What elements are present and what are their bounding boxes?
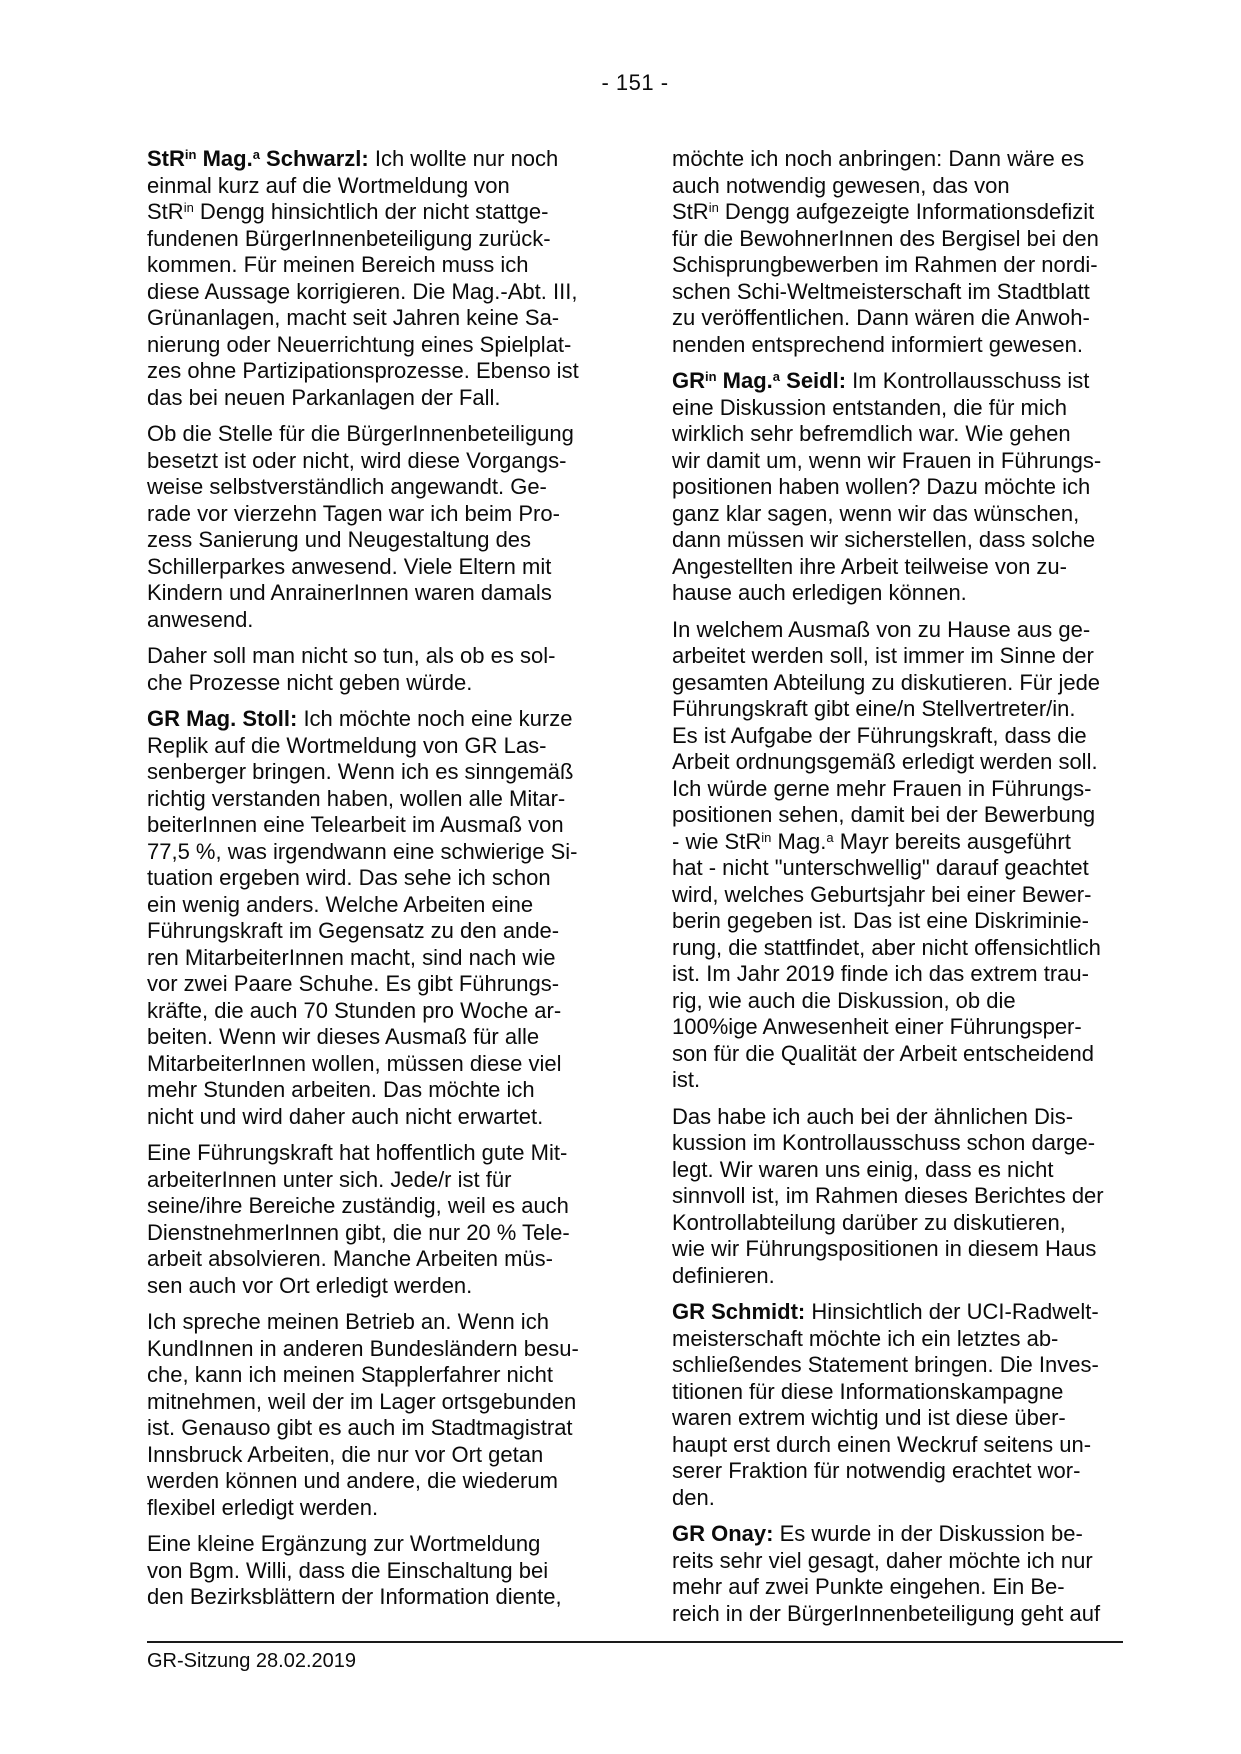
text-run: arbeiterInnen unter sich. Jede/r ist für bbox=[147, 1166, 512, 1192]
text-run: Eine Führungskraft hat hoffentlich gute Mit- bbox=[147, 1140, 568, 1165]
text-line bbox=[672, 226, 1118, 253]
text-line bbox=[672, 1183, 1118, 1210]
text-line bbox=[672, 696, 1118, 723]
text-run: waren extrem wichtig und ist diese über- bbox=[672, 1405, 1066, 1430]
text-line bbox=[147, 580, 583, 607]
text-line bbox=[672, 961, 1118, 988]
text-line bbox=[147, 279, 583, 306]
text-line bbox=[672, 617, 1118, 644]
text-line bbox=[672, 332, 1118, 359]
text-run: für die BewohnerInnen des Bergisel bei den bbox=[672, 225, 1099, 251]
text-run: senberger bringen. Wenn ich es sinngemäß bbox=[147, 759, 574, 784]
text-line bbox=[147, 759, 583, 786]
text-line bbox=[147, 812, 583, 839]
text-line bbox=[672, 474, 1118, 501]
text-run: rung, die stattfindet, aber nicht offensichtlich bbox=[672, 934, 1101, 960]
text-run: kräfte, die auch 70 Stunden pro Woche ar- bbox=[147, 997, 562, 1023]
text-run: werden können und andere, die wiederum bbox=[147, 1468, 558, 1493]
text-line bbox=[147, 971, 583, 998]
paragraph bbox=[147, 146, 583, 411]
text-line bbox=[147, 1415, 583, 1442]
text-run: gesamten Abteilung zu diskutieren. Für jede bbox=[672, 669, 1101, 695]
paragraph bbox=[147, 421, 583, 633]
text-run: Dengg hinsichtlich der nicht stattge- bbox=[193, 199, 549, 224]
text-run: Eine kleine Ergänzung zur Wortmeldung bbox=[147, 1531, 541, 1556]
text-run: definieren. bbox=[672, 1262, 775, 1288]
text-run: von Bgm. Willi, dass die Einschaltung bei bbox=[147, 1557, 549, 1583]
text-line bbox=[147, 706, 583, 733]
text-run: Ich spreche meinen Betrieb an. Wenn ich bbox=[147, 1309, 549, 1334]
text-run: kommen. Für meinen Bereich muss ich bbox=[147, 252, 529, 277]
text-line bbox=[672, 1210, 1118, 1237]
text-run: Das habe ich auch bei der ähnlichen Dis- bbox=[672, 1103, 1074, 1129]
text-line bbox=[147, 865, 583, 892]
speaker-name: Mag. bbox=[196, 146, 253, 171]
paragraph bbox=[147, 1140, 583, 1299]
text-run: mehr auf zwei Punkte eingehen. Ein Be- bbox=[672, 1574, 1065, 1599]
text-run: ist. bbox=[672, 1067, 701, 1092]
text-run: 77,5 %, was irgendwann eine schwierige Si- bbox=[147, 838, 578, 864]
text-line bbox=[147, 670, 583, 697]
text-line bbox=[147, 1273, 583, 1300]
text-run: MitarbeiterInnen wollen, müssen diese viel bbox=[147, 1050, 562, 1076]
text-line bbox=[147, 1309, 583, 1336]
text-run: berin gegeben ist. Das ist eine Diskriminie- bbox=[672, 908, 1089, 933]
text-run: legt. Wir waren uns einig, dass es nicht bbox=[672, 1156, 1054, 1182]
text-run: Innsbruck Arbeiten, die nur vor Ort getan bbox=[147, 1441, 544, 1467]
text-run: auch notwendig gewesen, das von bbox=[672, 172, 1010, 198]
text-run: KundInnen in anderen Bundesländern besu- bbox=[147, 1335, 579, 1361]
text-line bbox=[672, 670, 1118, 697]
text-line bbox=[147, 358, 583, 385]
text-line bbox=[672, 1432, 1118, 1459]
text-line bbox=[147, 1220, 583, 1247]
speaker-name: Seidl: bbox=[780, 368, 847, 393]
text-run: wird, welches Geburtsjahr bei einer Bewer- bbox=[672, 881, 1092, 907]
text-run: eine Diskussion entstanden, die für mich bbox=[672, 394, 1067, 420]
text-run: wir damit um, wenn wir Frauen in Führungs- bbox=[672, 447, 1102, 473]
text-run: zes ohne Partizipationsprozesse. Ebenso ist bbox=[147, 358, 579, 383]
text-run: Replik auf die Wortmeldung von GR Las- bbox=[147, 732, 547, 758]
text-line bbox=[147, 226, 583, 253]
text-run: mehr Stunden arbeiten. Das möchte ich bbox=[147, 1077, 535, 1102]
text-line bbox=[672, 1458, 1118, 1485]
text-line bbox=[147, 332, 583, 359]
paragraph bbox=[672, 1104, 1118, 1290]
text-line bbox=[672, 1485, 1118, 1512]
text-line bbox=[672, 988, 1118, 1015]
text-line bbox=[672, 279, 1118, 306]
text-line bbox=[147, 643, 583, 670]
text-line bbox=[672, 935, 1118, 962]
text-line bbox=[672, 554, 1118, 581]
text-run: hause auch erledigen können. bbox=[672, 580, 967, 605]
text-line bbox=[147, 1024, 583, 1051]
footer-session-label: GR-Sitzung 28.02.2019 bbox=[147, 1650, 357, 1672]
text-line bbox=[147, 173, 583, 200]
text-line bbox=[147, 839, 583, 866]
text-run: Dengg aufgezeigte Informationsdefizit bbox=[718, 199, 1095, 224]
speaker-name: GR Schmidt: bbox=[672, 1299, 806, 1324]
speaker-name: GR Mag. Stoll: bbox=[147, 706, 298, 731]
text-line bbox=[147, 1468, 583, 1495]
text-line bbox=[147, 1167, 583, 1194]
text-run: Hinsichtlich der UCI-Radwelt- bbox=[805, 1299, 1099, 1324]
text-line: $GR^{in}$ Mag.$^a$ Seidl: Im Kontrollausschuss ist bbox=[672, 368, 1090, 393]
speaker-name: StR bbox=[147, 146, 185, 171]
text-line bbox=[672, 305, 1118, 332]
text-run: dann müssen wir sicherstellen, dass solche bbox=[672, 527, 1096, 552]
speaker-name: Mag. bbox=[716, 368, 773, 393]
text-line bbox=[147, 1531, 583, 1558]
text-run: sen auch vor Ort erledigt werden. bbox=[147, 1272, 473, 1298]
text-run: ein wenig anders. Welche Arbeiten eine bbox=[147, 891, 534, 917]
text-line bbox=[147, 252, 583, 279]
text-run: den Bezirksblättern der Information diente, bbox=[147, 1584, 562, 1609]
text-line: - wie StR$^{in}$ Mag.$^a$ Mayr bereits ausgeführt bbox=[672, 828, 1071, 854]
text-run: Kindern und AnrainerInnen waren damals bbox=[147, 580, 552, 605]
text-run: In welchem Ausmaß von zu Hause aus ge- bbox=[672, 616, 1091, 642]
text-line bbox=[672, 643, 1118, 670]
text-run: anwesend. bbox=[147, 606, 254, 632]
text-line bbox=[672, 1263, 1118, 1290]
text-run: Kontrollabteilung darüber zu diskutieren, bbox=[672, 1209, 1066, 1235]
text-line bbox=[147, 554, 583, 581]
text-run: richtig verstanden haben, wollen alle Mitar- bbox=[147, 785, 566, 811]
text-line bbox=[147, 607, 583, 634]
text-run: meisterschaft möchte ich ein letztes ab- bbox=[672, 1325, 1059, 1351]
paragraph bbox=[147, 1531, 583, 1611]
text-line bbox=[147, 945, 583, 972]
text-run: einmal kurz auf die Wortmeldung von bbox=[147, 172, 510, 198]
text-run: fundenen BürgerInnenbeteiligung zurück- bbox=[147, 225, 551, 251]
text-run: Es wurde in der Diskussion be- bbox=[773, 1521, 1083, 1546]
text-run: positionen sehen, damit bei der Bewerbung bbox=[672, 802, 1096, 827]
text-line bbox=[672, 173, 1118, 200]
text-line bbox=[672, 723, 1118, 750]
text-line bbox=[672, 1379, 1118, 1406]
text-line bbox=[672, 1014, 1118, 1041]
text-line bbox=[147, 448, 583, 475]
text-line bbox=[672, 776, 1118, 803]
text-run: das bei neuen Parkanlagen der Fall. bbox=[147, 384, 501, 410]
text-run: weise selbstverständlich angewandt. Ge- bbox=[147, 474, 547, 499]
text-line bbox=[147, 1051, 583, 1078]
text-line bbox=[672, 1041, 1118, 1068]
text-run: zess Sanierung und Neugestaltung des bbox=[147, 527, 532, 552]
text-run: - wie StR bbox=[672, 828, 762, 854]
text-line bbox=[672, 1299, 1118, 1326]
text-run: titionen für diese Informationskampagne bbox=[672, 1378, 1064, 1404]
text-run: arbeit absolvieren. Manche Arbeiten müs- bbox=[147, 1246, 553, 1271]
text-line bbox=[147, 385, 583, 412]
text-column-left bbox=[147, 146, 583, 1621]
text-run: beiterInnen eine Telearbeit im Ausmaß von bbox=[147, 812, 564, 837]
text-run: mitnehmen, weil der im Lager ortsgebunden bbox=[147, 1388, 577, 1414]
text-run: che, kann ich meinen Stapplerfahrer nicht bbox=[147, 1362, 554, 1387]
text-line bbox=[672, 1574, 1118, 1601]
text-line bbox=[672, 908, 1118, 935]
text-run: wie wir Führungspositionen in diesem Haus bbox=[672, 1236, 1097, 1261]
text-run: haupt erst durch einen Weckruf seitens un- bbox=[672, 1431, 1092, 1457]
text-run: wirklich sehr befremdlich war. Wie gehen bbox=[672, 421, 1071, 446]
paragraph bbox=[672, 368, 1118, 607]
text-run: Im Kontrollausschuss ist bbox=[846, 368, 1090, 393]
speaker-name: GR Onay: bbox=[672, 1521, 774, 1546]
text-run: Angestellten ihre Arbeit teilweise von zu- bbox=[672, 553, 1067, 579]
text-run: arbeitet werden soll, ist immer im Sinne der bbox=[672, 643, 1094, 668]
text-run: Mag. bbox=[771, 828, 827, 854]
text-run: Grünanlagen, macht seit Jahren keine Sa- bbox=[147, 305, 560, 330]
text-run: sinnvoll ist, im Rahmen dieses Berichtes der bbox=[672, 1183, 1104, 1208]
text-run: Es ist Aufgabe der Führungskraft, dass die bbox=[672, 722, 1087, 748]
text-run: flexibel erledigt werden. bbox=[147, 1494, 379, 1520]
text-line bbox=[672, 749, 1118, 776]
text-run: zu veröffentlichen. Dann wären die Anwoh- bbox=[672, 305, 1090, 330]
text-run: ist. Genauso gibt es auch im Stadtmagistrat bbox=[147, 1415, 573, 1440]
text-line bbox=[672, 1067, 1118, 1094]
text-run: Führungskraft gibt eine/n Stellvertreter/in. bbox=[672, 696, 1076, 721]
text-run: reits sehr viel gesagt, daher möchte ich nur bbox=[672, 1547, 1093, 1573]
text-run: rade vor vierzehn Tagen war ich beim Pro- bbox=[147, 500, 560, 526]
text-line bbox=[672, 448, 1118, 475]
text-run: rig, wie auch die Diskussion, ob die bbox=[672, 987, 1016, 1013]
page-number: - 151 - bbox=[601, 70, 669, 95]
text-line bbox=[672, 252, 1118, 279]
text-line bbox=[672, 1521, 1118, 1548]
paragraph bbox=[147, 706, 583, 1130]
paragraph bbox=[672, 617, 1118, 1094]
text-run: hat - nicht "unterschwellig" darauf geachtet bbox=[672, 855, 1089, 880]
text-run: seine/ihre Bereiche zuständig, weil es auch bbox=[147, 1193, 569, 1218]
text-line bbox=[672, 1405, 1118, 1432]
text-run: 100%ige Anwesenheit einer Führungsper- bbox=[672, 1014, 1082, 1039]
text-line bbox=[672, 1601, 1118, 1628]
text-line bbox=[147, 1077, 583, 1104]
text-line: StR$^{in}$ Dengg hinsichtlich der nicht stattge- bbox=[147, 199, 549, 224]
text-run: Daher soll man nicht so tun, als ob es sol- bbox=[147, 643, 556, 668]
text-line bbox=[672, 1352, 1118, 1379]
text-line bbox=[147, 998, 583, 1025]
speaker-name: Schwarzl: bbox=[259, 146, 369, 171]
text-column-right bbox=[672, 146, 1118, 1637]
text-line bbox=[147, 1336, 583, 1363]
text-line bbox=[147, 1389, 583, 1416]
text-run: ist. Im Jahr 2019 finde ich das extrem trau- bbox=[672, 961, 1089, 986]
text-run: tuation ergeben wird. Das sehe ich schon bbox=[147, 865, 551, 890]
text-line bbox=[147, 305, 583, 332]
text-run: Führungskraft im Gegensatz zu den ande- bbox=[147, 918, 560, 943]
text-line bbox=[147, 1140, 583, 1167]
text-run: schließendes Statement bringen. Die Inves- bbox=[672, 1352, 1099, 1377]
text-line bbox=[147, 501, 583, 528]
paragraph bbox=[147, 1309, 583, 1521]
text-line bbox=[672, 1326, 1118, 1353]
text-run: nicht und wird daher auch nicht erwartet. bbox=[147, 1103, 544, 1129]
text-run: vor zwei Paare Schuhe. Es gibt Führungs- bbox=[147, 971, 560, 996]
text-line bbox=[672, 1157, 1118, 1184]
text-line bbox=[672, 580, 1118, 607]
paragraph bbox=[147, 643, 583, 696]
text-line bbox=[147, 527, 583, 554]
text-line bbox=[147, 1193, 583, 1220]
text-line bbox=[672, 1104, 1118, 1131]
paragraph bbox=[672, 1521, 1118, 1627]
text-line bbox=[672, 802, 1118, 829]
text-run: kussion im Kontrollausschuss schon darge- bbox=[672, 1130, 1096, 1155]
text-line bbox=[147, 421, 583, 448]
text-line bbox=[147, 892, 583, 919]
text-run: schen Schi-Weltmeisterschaft im Stadtblatt bbox=[672, 278, 1090, 304]
text-line bbox=[672, 855, 1118, 882]
text-line bbox=[672, 1236, 1118, 1263]
speaker-name: GR bbox=[672, 368, 705, 393]
text-run: StR bbox=[672, 199, 709, 224]
text-line bbox=[147, 474, 583, 501]
text-run: ren MitarbeiterInnen macht, sind nach wie bbox=[147, 944, 556, 970]
text-line bbox=[672, 1130, 1118, 1157]
paragraph bbox=[672, 1299, 1118, 1511]
text-line bbox=[147, 1558, 583, 1585]
text-run: Ich wollte nur noch bbox=[368, 146, 559, 171]
text-run: Arbeit ordnungsgemäß erledigt werden soll. bbox=[672, 749, 1098, 774]
text-run: son für die Qualität der Arbeit entscheidend bbox=[672, 1040, 1094, 1066]
text-run: den. bbox=[672, 1484, 715, 1510]
footer-divider bbox=[147, 1641, 1123, 1643]
text-run: ganz klar sagen, wenn wir das wünschen, bbox=[672, 500, 1080, 526]
text-run: DienstnehmerInnen gibt, die nur 20 % Tele- bbox=[147, 1219, 570, 1245]
text-run: positionen haben wollen? Dazu möchte ich bbox=[672, 474, 1091, 499]
text-line bbox=[672, 882, 1118, 909]
text-run: nierung oder Neuerrichtung eines Spielplat- bbox=[147, 331, 572, 357]
text-line bbox=[147, 1584, 583, 1611]
text-line bbox=[672, 146, 1118, 173]
text-run: nenden entsprechend informiert gewesen. bbox=[672, 331, 1083, 357]
text-line bbox=[147, 1246, 583, 1273]
text-line bbox=[147, 1362, 583, 1389]
text-run: Ich möchte noch eine kurze bbox=[297, 706, 573, 731]
text-run: beiten. Wenn wir dieses Ausmaß für alle bbox=[147, 1024, 540, 1049]
text-line bbox=[147, 918, 583, 945]
text-run: StR bbox=[147, 199, 184, 224]
text-run: che Prozesse nicht geben würde. bbox=[147, 669, 473, 695]
text-line bbox=[672, 1548, 1118, 1575]
text-run: reich in der BürgerInnenbeteiligung geht auf bbox=[672, 1600, 1101, 1626]
text-run: diese Aussage korrigieren. Die Mag.-Abt. III, bbox=[147, 278, 578, 304]
text-line bbox=[147, 733, 583, 760]
text-run: besetzt ist oder nicht, wird diese Vorgangs- bbox=[147, 447, 567, 473]
text-line: StR$^{in}$ Mag.$^a$ Schwarzl: Ich wollte nur noch bbox=[147, 146, 559, 171]
text-line bbox=[672, 421, 1118, 448]
text-line bbox=[147, 1495, 583, 1522]
text-line bbox=[672, 395, 1118, 422]
text-run: möchte ich noch anbringen: Dann wäre es bbox=[672, 146, 1085, 171]
text-line bbox=[672, 501, 1118, 528]
text-run: serer Fraktion für notwendig erachtet wor- bbox=[672, 1458, 1081, 1483]
text-line bbox=[672, 527, 1118, 554]
text-line: StR$^{in}$ Dengg aufgezeigte Informationsdefizit bbox=[672, 199, 1095, 224]
text-run: Schillerparkes anwesend. Viele Eltern mit bbox=[147, 553, 552, 579]
text-line bbox=[147, 1442, 583, 1469]
text-run: Ob die Stelle für die BürgerInnenbeteiligung bbox=[147, 421, 574, 446]
text-run: Schisprungbewerben im Rahmen der nordi- bbox=[672, 252, 1098, 277]
text-line bbox=[147, 786, 583, 813]
paragraph bbox=[672, 146, 1118, 358]
text-run: Ich würde gerne mehr Frauen in Führungs- bbox=[672, 775, 1092, 801]
text-run: Mayr bereits ausgeführt bbox=[833, 828, 1071, 854]
text-line bbox=[147, 1104, 583, 1131]
